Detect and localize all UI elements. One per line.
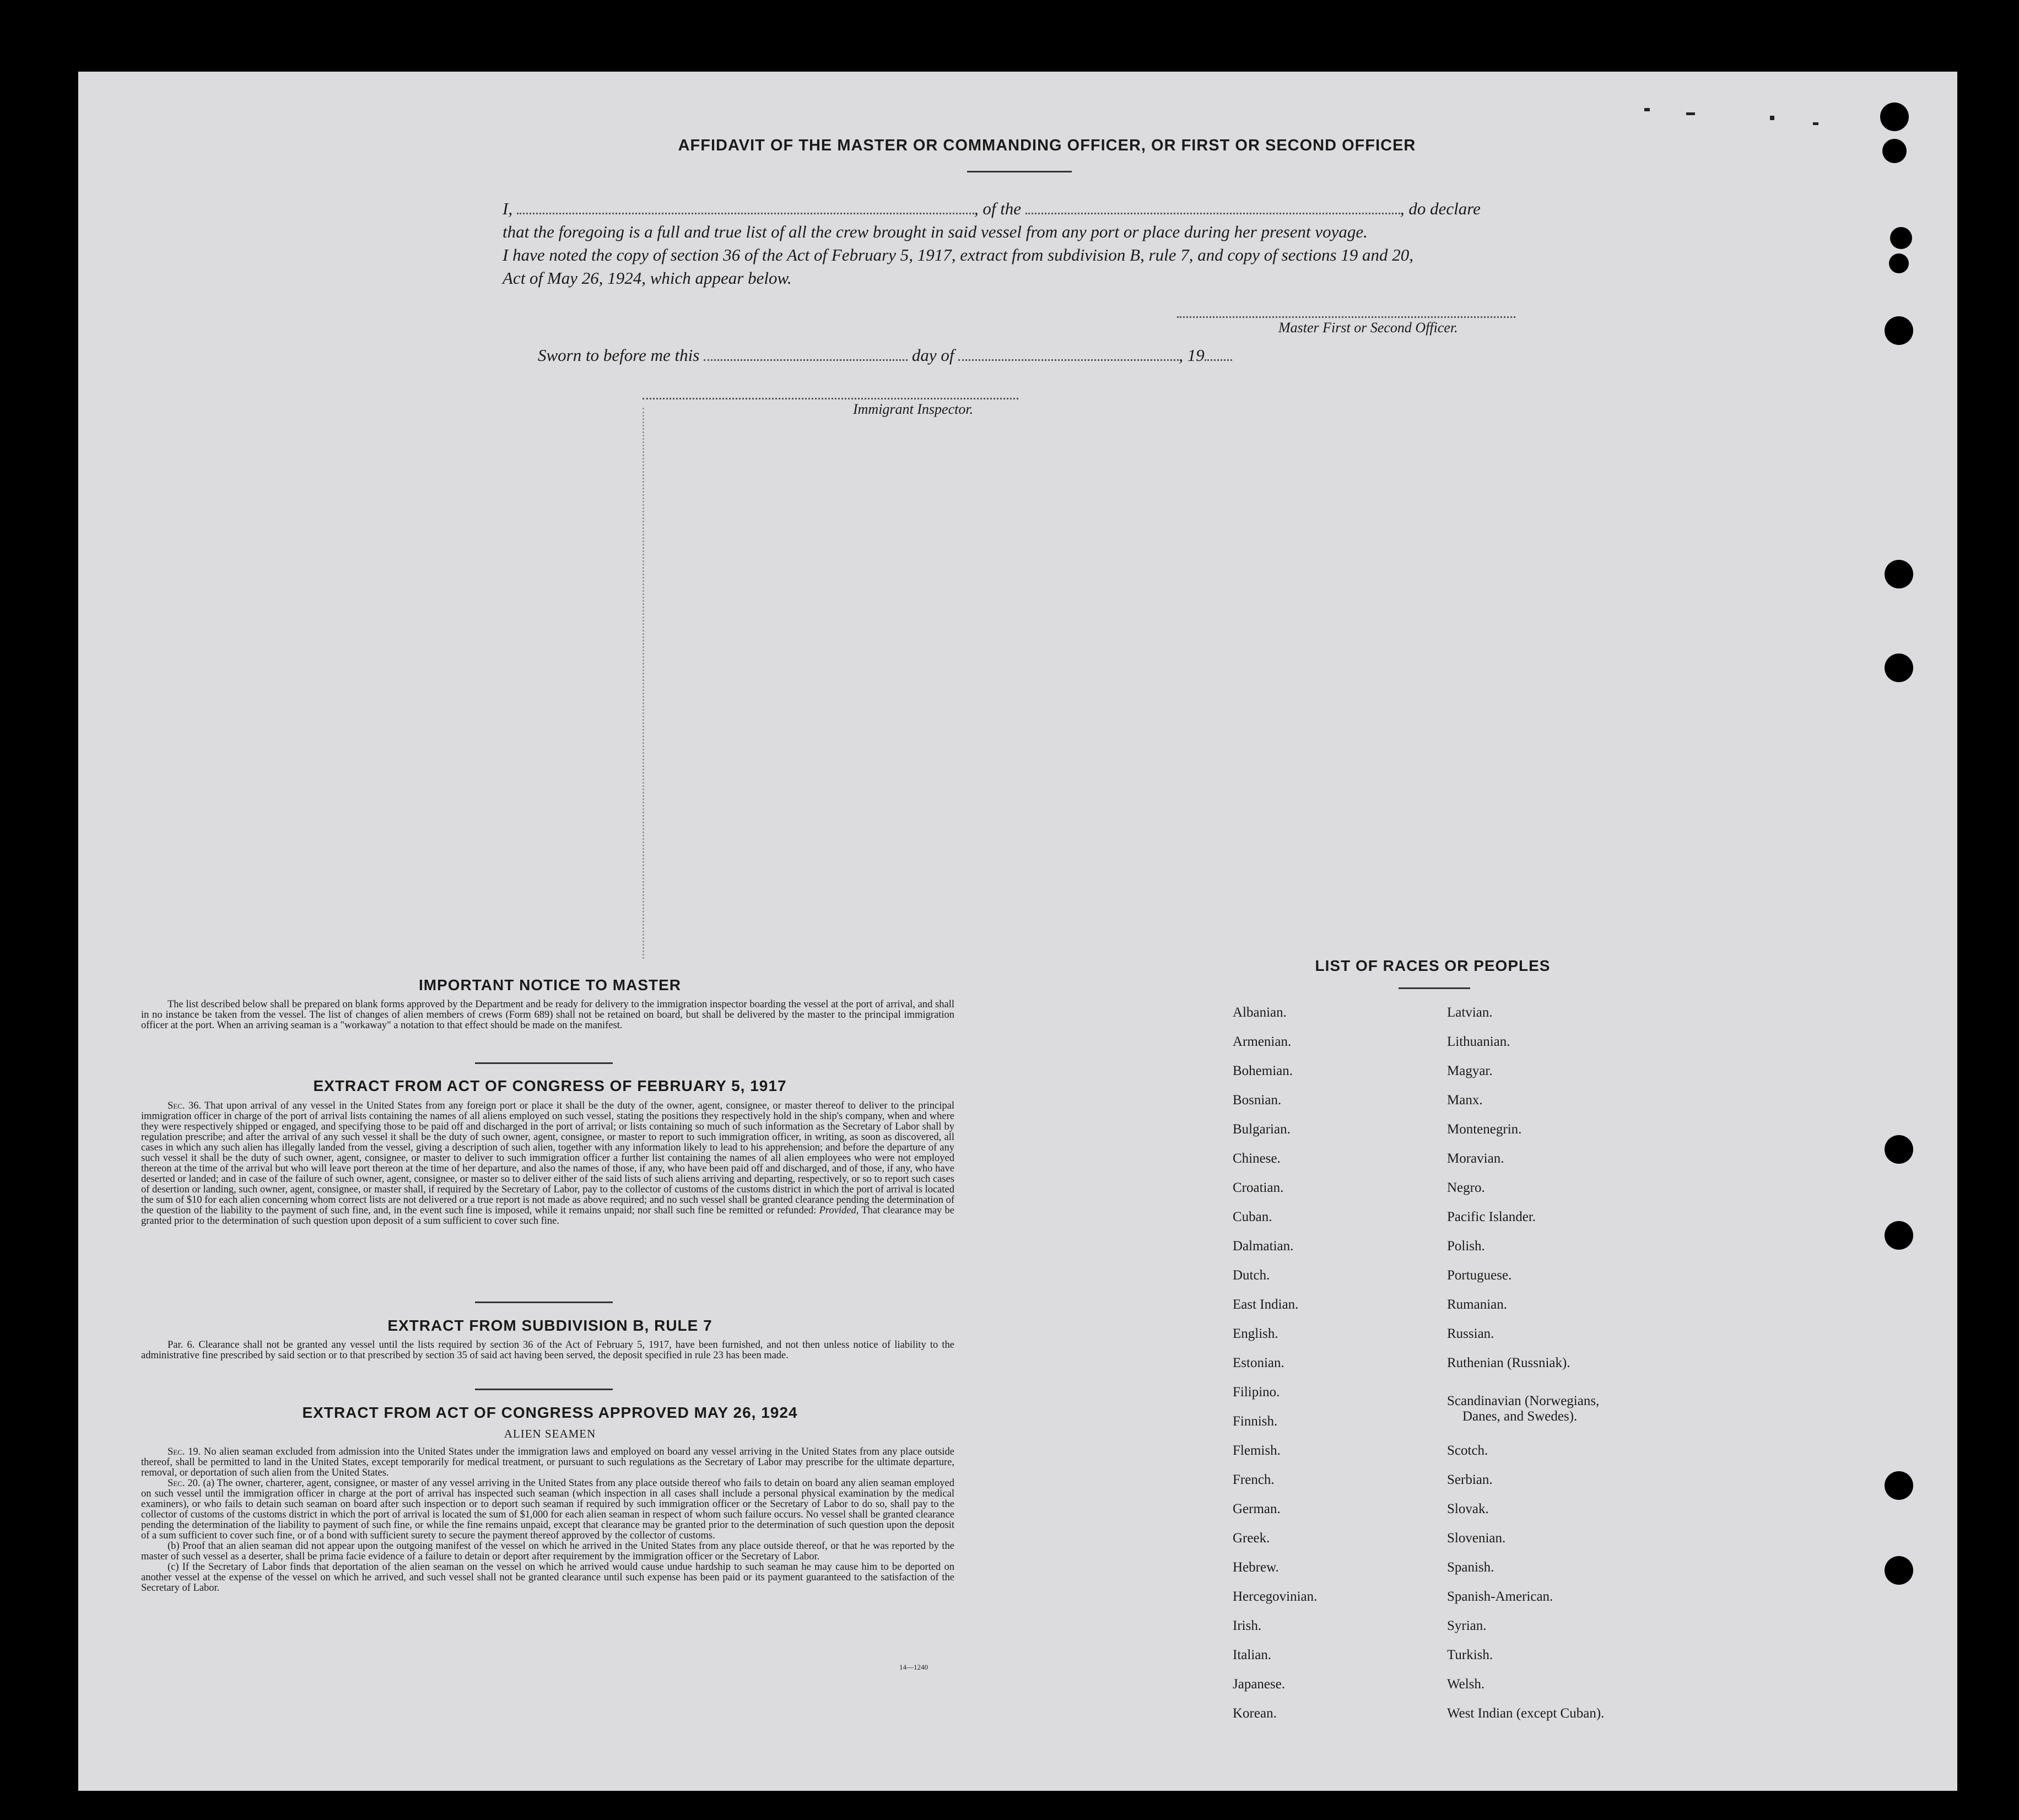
race-item: Serbian.: [1447, 1472, 1493, 1487]
scan-speck: [1686, 112, 1695, 115]
race-item: Scotch.: [1447, 1443, 1488, 1458]
race-item: Hercegovinian.: [1233, 1589, 1318, 1604]
race-item: Bulgarian.: [1233, 1122, 1291, 1137]
binder-hole: [1890, 227, 1912, 249]
binder-hole: [1885, 1221, 1913, 1250]
race-item: Korean.: [1233, 1706, 1277, 1721]
sworn-year-label: , 19: [1179, 345, 1205, 365]
declaration-do-declare: , do declare: [1400, 199, 1481, 218]
rule-7-title: EXTRACT FROM SUBDIVISION B, RULE 7: [387, 1317, 712, 1334]
race-item: Negro.: [1447, 1180, 1485, 1195]
race-item: Albanian.: [1233, 1005, 1287, 1020]
races-divider: [1399, 987, 1470, 989]
fold-line: [643, 408, 644, 959]
sworn-year-field[interactable]: [1205, 346, 1232, 361]
officer-signature-line[interactable]: [1177, 316, 1515, 318]
race-item: Slovak.: [1447, 1502, 1489, 1516]
binder-hole: [1885, 654, 1913, 682]
declaration-of-the: , of the: [974, 199, 1022, 218]
sec-20-b: (b) Proof that an alien seaman did not appear upon the outgoing manifest of the vessel on which he arrived in the United States from any place outside thereof, or that he was reported by the master of such vessel as a deserter, shall be prima facie evidence of a failure to detain or deport after requirement by the immigration officer or the Secretary of Labor.: [141, 1541, 954, 1562]
sworn-line: [538, 344, 1585, 367]
extract-1924-text: [141, 1447, 954, 1594]
extract-1917-title: EXTRACT FROM ACT OF CONGRESS OF FEBRUARY 5, 1917: [313, 1077, 787, 1094]
race-item: Estonian.: [1233, 1355, 1284, 1370]
sec-19-label: Sec. 19.: [168, 1446, 201, 1457]
sworn-month-field[interactable]: [958, 346, 1179, 361]
title-divider: [967, 171, 1072, 172]
extract-1917-text: [141, 1101, 954, 1227]
binder-hole: [1882, 139, 1907, 163]
notice-title: IMPORTANT NOTICE TO MASTER: [418, 976, 682, 993]
race-item: West Indian (except Cuban).: [1447, 1706, 1605, 1721]
scan-speck: [1813, 122, 1818, 125]
race-item: Finnish.: [1233, 1414, 1278, 1429]
rule-7-text: [141, 1340, 954, 1361]
extract-1924-title: EXTRACT FROM ACT OF CONGRESS APPROVED MAY 26, 1924: [302, 1404, 798, 1421]
form-number: 14—1240: [899, 1663, 928, 1671]
race-item: Ruthenian (Russniak).: [1447, 1355, 1570, 1370]
race-item: Armenian.: [1233, 1034, 1292, 1049]
sec-20-c: (c) If the Secretary of Labor finds that deportation of the alien seaman on the vessel on which he arrived would cause undue hardship to such seaman he may cause him to be deported on another vessel at the expense of the vessel on which he arrived, and such vessel shall not be granted clearance until such expense has been paid or its payment guaranteed to the satisfaction of the Secretary of Labor.: [141, 1562, 954, 1594]
race-item: German.: [1233, 1502, 1281, 1516]
sworn-date-field[interactable]: [704, 346, 908, 361]
race-item: Polish.: [1447, 1239, 1485, 1254]
scan-speck: [1770, 116, 1774, 120]
race-item: Montenegrin.: [1447, 1122, 1522, 1137]
binder-hole: [1880, 102, 1909, 131]
race-item: Syrian.: [1447, 1618, 1487, 1633]
sec-20-label: Sec. 20.: [168, 1478, 201, 1489]
sec-36-text: That upon arrival of any vessel in the United States from any foreign port or place it shall be the duty of the owner, agent, consignee, or master thereof to deliver to the principal immigration officer in charge of the port of arrival lists containing the names of all aliens employed on such vessel, stating the positions they respectively hold in the ship's company, when and where they were respectively shipped or engaged, and specifying those to be paid off and discharged in the port of arrival; or lists containing so much of such information as the Secretary of Labor shall by regulation prescribe; and after the arrival of any such vessel it shall be the duty of such owner, agent, consignee, or master to report to such immigration officer, in writing, as soon as discovered, all cases in which any such alien has illegally landed from the vessel, giving a description of such alien, together with any information likely to lead to his apprehension; and before the departure of any such vessel it shall be the duty of such owner, agent, consignee, or master to deliver to such immigration officer a further list containing the names of all alien employees who were not employed thereon at the time of the arrival but who will leave port thereon at the time of her departure, and also the names of those, if any, who have been paid off and discharged, and of those, if any, who have deserted or landed; and in case of the failure of such owner, agent, consignee, or master so to deliver either of the said lists of such aliens arriving and departing, respectively, or so to report such cases of desertion or landing, such owner, agent, consignee, or master shall, if required by the Secretary of Labor, pay to the collector of customs of the customs district in which the port of arrival is located the sum of $10 for each alien concerning whom correct lists are not delivered or a true report is not made as above required; and no such vessel shall be granted clearance pending the determination of the question of the liability to the payment of such fine, and, in the event such fine is imposed, while it remains unpaid; nor shall such fine be remitted or refunded:: [141, 1100, 955, 1216]
race-item: Pacific Islander.: [1447, 1209, 1536, 1224]
sec-36-label: Sec. 36.: [168, 1100, 201, 1111]
race-item: Moravian.: [1447, 1151, 1504, 1166]
race-item: Danes, and Swedes).: [1462, 1409, 1578, 1424]
race-item: Slovenian.: [1447, 1531, 1506, 1546]
name-field[interactable]: [517, 199, 974, 214]
section-divider: [475, 1301, 613, 1303]
section-divider: [475, 1389, 613, 1390]
race-item: Hebrew.: [1233, 1560, 1279, 1575]
declaration-line-3: I have noted the copy of section 36 of the Act of February 5, 1917, extract from subdivision B, rule 7, and copy of sections 19 and 20,: [503, 245, 1414, 264]
race-item: Italian.: [1233, 1648, 1272, 1662]
race-item: Latvian.: [1447, 1005, 1493, 1020]
notice-paragraph: The list described below shall be prepared on blank forms approved by the Department and be ready for delivery to the immigration inspector boarding the vessel at the port of arrival, and shall in no instance be taken from the vessel. The list of changes of alien members of crews (Form 689) shall not be retained on board, but shall be delivered by the master to the principal immigration officer at the port. When an arriving seaman is a "workaway" a notation to that effect should be made on the manifest.: [141, 999, 954, 1031]
rule-7-paragraph: Par. 6. Clearance shall not be granted any vessel until the lists required by section 36 of the Act of February 5, 1917, have been furnished, and not then unless notice of liability to the administrative fine prescribed by said section or to that prescribed by section 35 of said act having been served, the deposit specified in rule 23 has been made.: [141, 1340, 954, 1361]
race-item: Turkish.: [1447, 1648, 1493, 1662]
scan-speck: [1644, 108, 1650, 111]
binder-hole: [1885, 1556, 1913, 1585]
binder-hole: [1885, 1471, 1913, 1500]
section-divider: [475, 1062, 613, 1064]
inspector-signature-line[interactable]: [643, 398, 1018, 399]
race-item: Croatian.: [1233, 1180, 1284, 1195]
race-item: Russian.: [1447, 1326, 1494, 1341]
race-item: Portuguese.: [1447, 1268, 1512, 1283]
race-item: French.: [1233, 1472, 1275, 1487]
binder-hole: [1885, 316, 1913, 345]
proviso-label: Provided,: [819, 1205, 859, 1216]
sec-19-text: No alien seaman excluded from admission into the United States under the immigration laws and employed on board any vessel arriving in the United States from any place outside thereof, shall be permitted to land in the United States, except temporarily for medical treatment, or pursuant to such regulations as the Secretary of Labor may prescribe for the ultimate departure, removal, or deportation of such alien from the United States.: [141, 1446, 955, 1478]
race-item: Irish.: [1233, 1618, 1262, 1633]
race-item: Spanish.: [1447, 1560, 1494, 1575]
alien-seamen-subtitle: ALIEN SEAMEN: [504, 1427, 596, 1440]
sworn-day-of: day of: [911, 345, 954, 365]
races-title: LIST OF RACES OR PEOPLES: [1315, 957, 1551, 974]
race-item: Scandinavian (Norwegians,: [1447, 1394, 1600, 1408]
race-item: Rumanian.: [1447, 1297, 1508, 1312]
proviso-text: That clearance may be granted prior to the determination of such question upon deposit of a sum sufficient to cover such fine.: [141, 1205, 955, 1227]
race-item: Bohemian.: [1233, 1063, 1293, 1078]
race-item: Bosnian.: [1233, 1093, 1282, 1108]
race-item: Magyar.: [1447, 1063, 1493, 1078]
affidavit-title: AFFIDAVIT OF THE MASTER OR COMMANDING OFFICER, OR FIRST OR SECOND OFFICER: [678, 137, 1416, 154]
binder-hole: [1885, 1135, 1913, 1164]
declaration-line-2: that the foregoing is a full and true list of all the crew brought in said vessel from any port or place during her present voyage.: [503, 222, 1368, 241]
race-item: Chinese.: [1233, 1151, 1281, 1166]
race-item: Manx.: [1447, 1093, 1483, 1108]
binder-hole: [1889, 253, 1909, 273]
race-item: East Indian.: [1233, 1297, 1299, 1312]
inspector-caption: Immigrant Inspector.: [853, 401, 974, 417]
race-item: Cuban.: [1233, 1209, 1272, 1224]
officer-caption: Master First or Second Officer.: [1278, 320, 1458, 336]
race-item: Filipino.: [1233, 1385, 1280, 1400]
race-item: English.: [1233, 1326, 1278, 1341]
sec-20-a: (a) The owner, charterer, agent, consignee, or master of any vessel arriving in the United States from any place outside thereof who fails to detain on board any alien seaman employed on such vessel until the immigration officer in charge at the port of arrival has inspected such seaman (which inspection in all cases shall include a personal physical examination by the medical examiners), or who fails to detain such seaman on board after such inspection or to deport such seaman if required by such immigration officer or the Secretary of Labor to do so, shall pay to the collector of customs of the customs district in which the port of arrival is located the sum of $1,000 for each alien seaman in respect of whom such failure occurs. No vessel shall be granted clearance pending the determination of the liability to payment of such fine, or while the fine remains unpaid, except that clearance may be granted prior to the determination of such question upon the deposit of a sum sufficient to cover such fine, or of a bond with sufficient surety to secure the payment thereof approved by the collector of customs.: [141, 1478, 955, 1541]
race-item: Flemish.: [1233, 1443, 1281, 1458]
race-item: Dalmatian.: [1233, 1239, 1294, 1254]
race-item: Spanish-American.: [1447, 1589, 1553, 1604]
sworn-label: Sworn to before me this: [538, 345, 700, 365]
declaration-i: I,: [503, 199, 513, 218]
race-item: Greek.: [1233, 1531, 1270, 1546]
race-item: Japanese.: [1233, 1677, 1286, 1692]
declaration-line-4: Act of May 26, 1924, which appear below.: [503, 268, 792, 288]
race-item: Lithuanian.: [1447, 1034, 1510, 1049]
race-item: Welsh.: [1447, 1677, 1485, 1692]
binder-hole: [1885, 560, 1913, 588]
notice-text: [141, 1000, 954, 1031]
race-item: Dutch.: [1233, 1268, 1270, 1283]
declaration-line-1: [503, 197, 1550, 220]
vessel-field[interactable]: [1025, 199, 1400, 214]
